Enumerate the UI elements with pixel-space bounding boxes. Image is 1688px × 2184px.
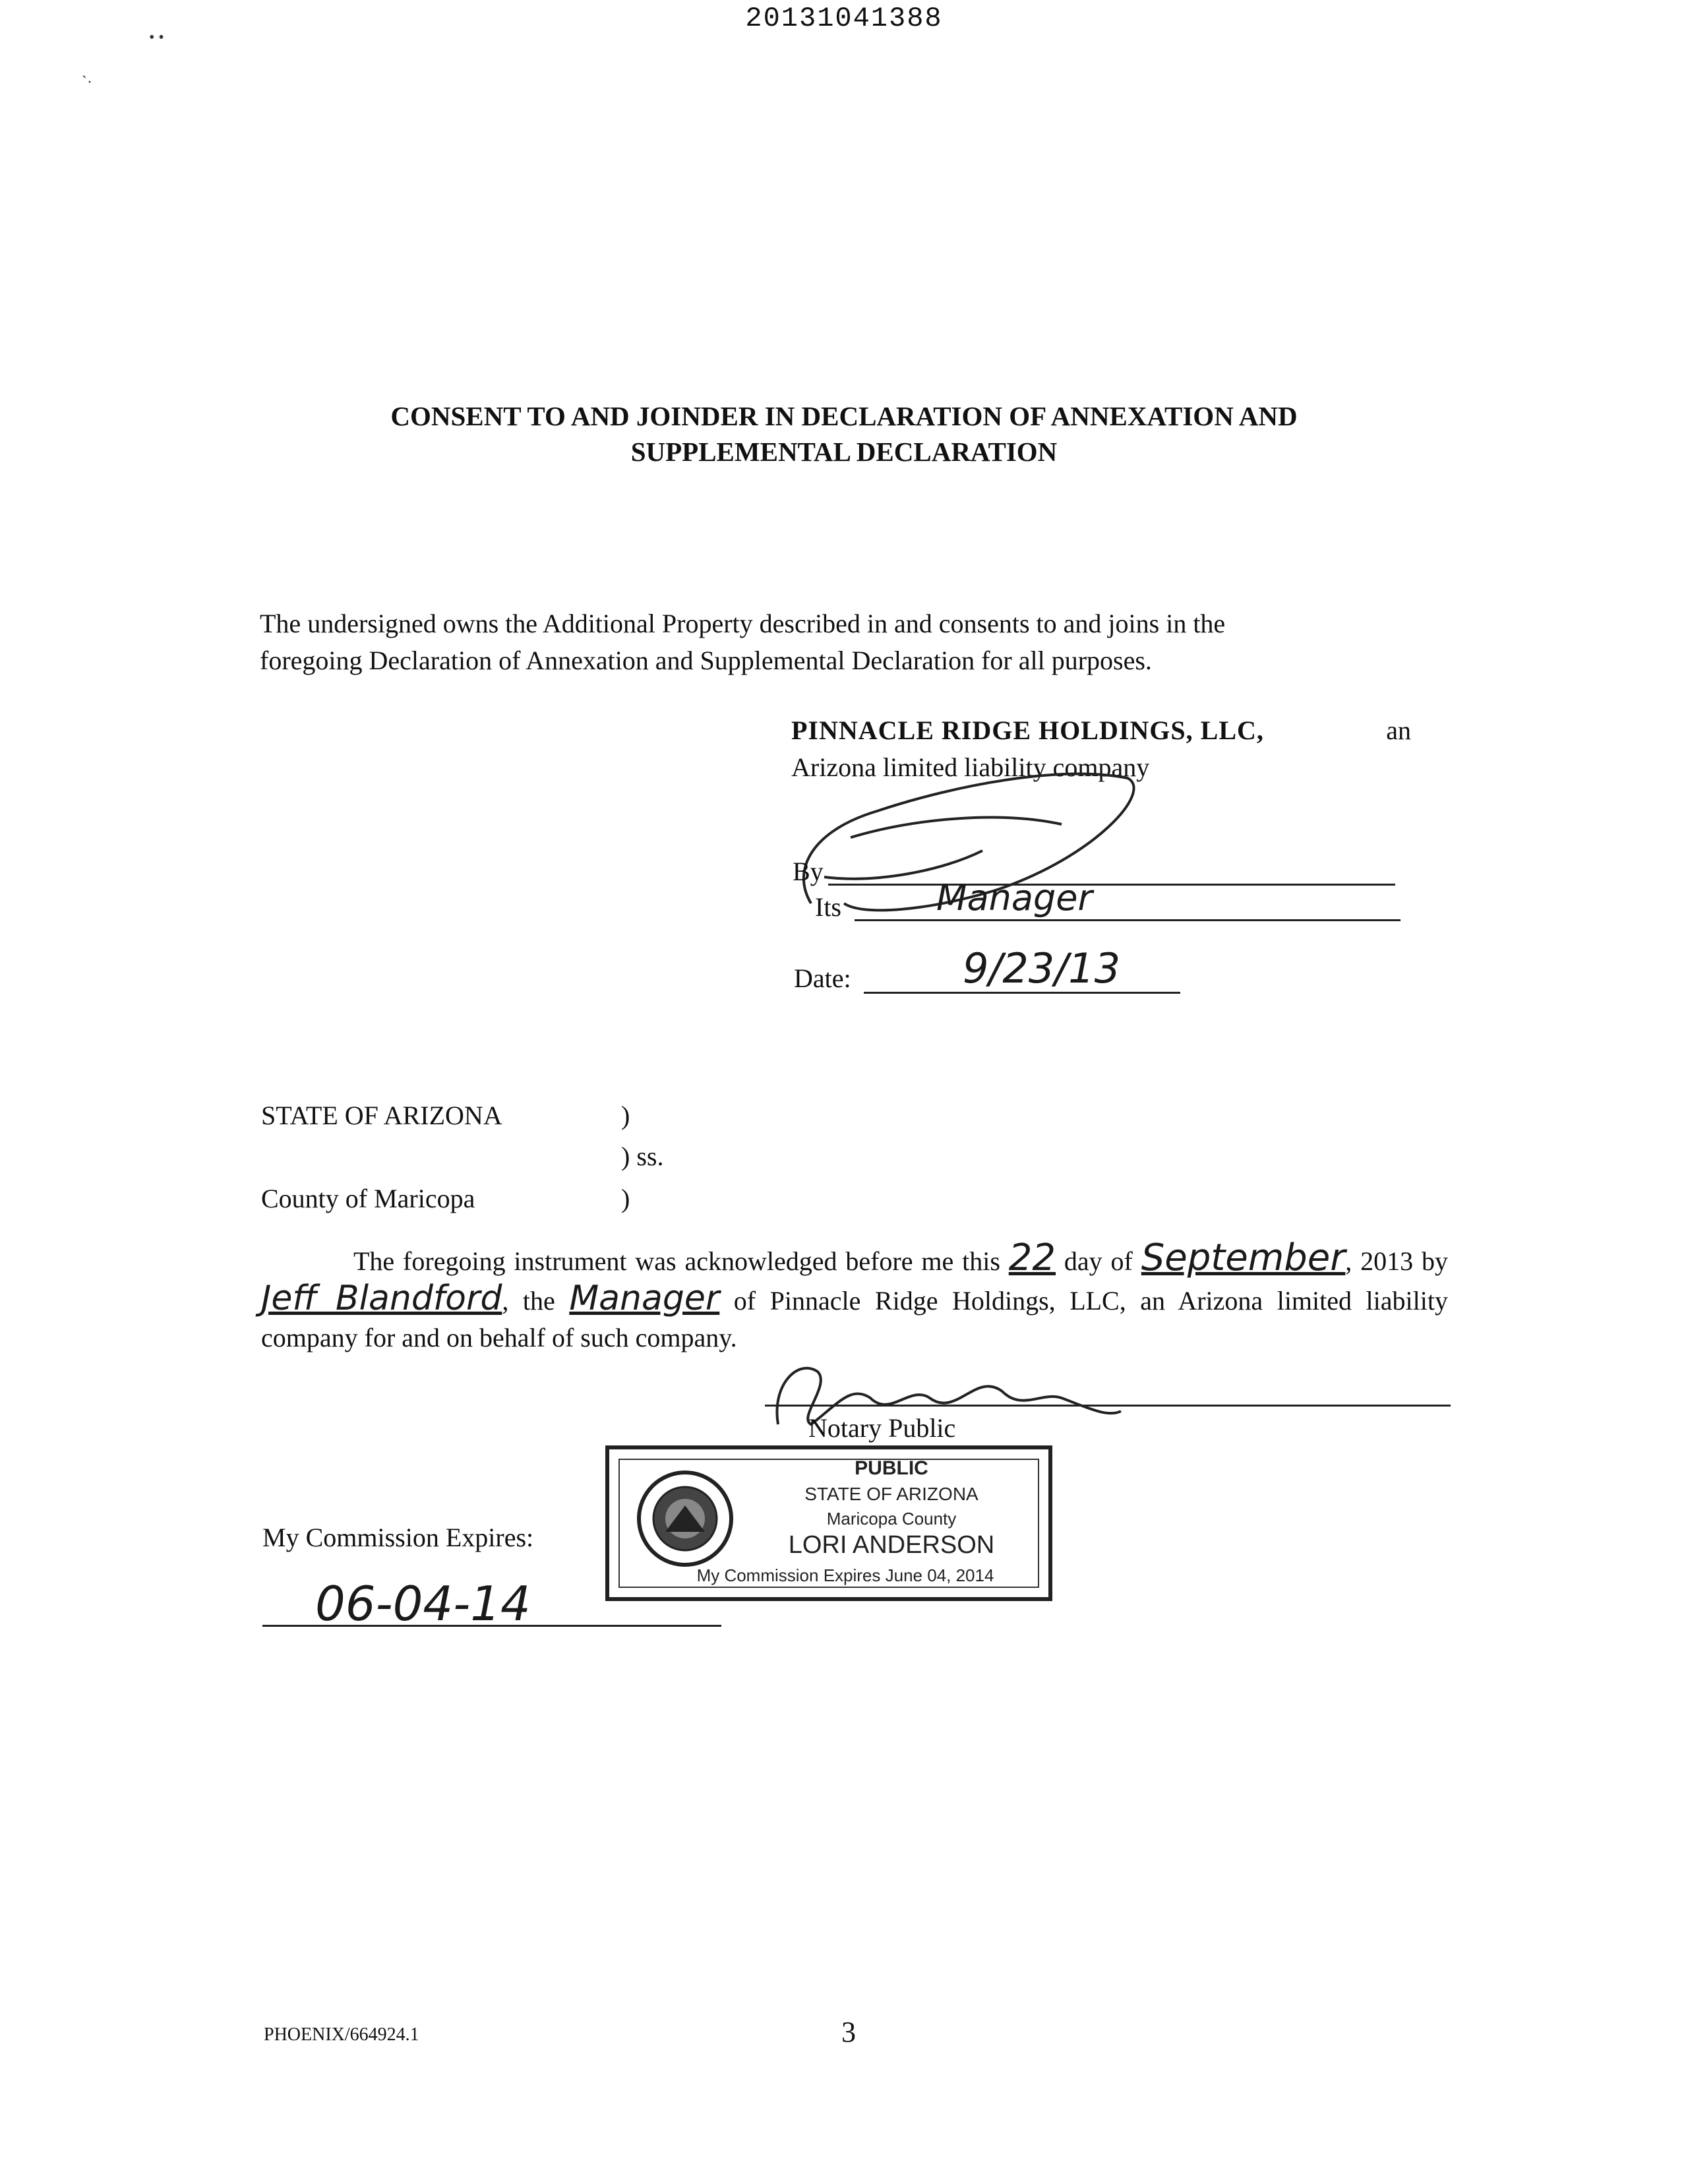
ack-text-2: day of: [1064, 1246, 1133, 1276]
stamp-line-3: Maricopa County: [826, 1509, 957, 1529]
by-line: [828, 884, 1395, 886]
scan-speck: • •: [149, 29, 164, 46]
notary-label: Notary Public: [808, 1413, 956, 1443]
venue-paren: ): [621, 1101, 630, 1130]
state-seal-icon: [636, 1469, 735, 1568]
consent-paragraph: [260, 605, 1447, 679]
document-id: PHOENIX/664924.1: [264, 2024, 419, 2045]
commission-value: 06-04-14: [315, 1576, 531, 1631]
venue-state: STATE OF ARIZONA: [261, 1101, 502, 1130]
date-value: 9/23/13: [963, 944, 1121, 992]
notary-line: [765, 1405, 1451, 1407]
date-label: Date:: [794, 963, 851, 993]
stamp-line-1: PUBLIC: [855, 1457, 928, 1479]
stamp-line-5: My Commission Expires June 04, 2014: [696, 1565, 994, 1585]
scan-speck: `·: [82, 74, 92, 91]
by-label: By: [793, 857, 824, 886]
ack-text-4: , the: [502, 1286, 555, 1316]
ack-text-1: The foregoing instrument was acknowledged before me this: [353, 1246, 1000, 1276]
consent-line-2: foregoing Declaration of Annexation and Supplemental Declaration for all purposes.: [260, 646, 1152, 675]
title-line-2: SUPPLEMENTAL DECLARATION: [630, 437, 1058, 467]
stamp-line-2: STATE OF ARIZONA: [804, 1484, 979, 1504]
its-line: [855, 919, 1401, 921]
ack-role: Manager: [569, 1279, 720, 1318]
recording-number: 20131041388: [745, 3, 943, 34]
commission-label: My Commission Expires:: [262, 1523, 534, 1552]
document-title: [198, 398, 1490, 470]
ack-text-3: , 2013 by: [1345, 1246, 1449, 1276]
venue-paren: ): [621, 1184, 630, 1213]
acknowledgment-paragraph: [261, 1236, 1449, 1356]
ack-day: 22: [1008, 1236, 1056, 1279]
page-number: 3: [841, 2016, 856, 2048]
venue-county: County of Maricopa: [261, 1184, 475, 1213]
company-type: Arizona limited liability company: [791, 752, 1150, 782]
venue-ss: ) ss.: [621, 1141, 664, 1171]
company-name: PINNACLE RIDGE HOLDINGS, LLC,: [791, 715, 1264, 745]
consent-line-1: The undersigned owns the Additional Property described in and consents to and joins in the: [260, 609, 1226, 638]
title-line-1: CONSENT TO AND JOINDER IN DECLARATION OF ANNEXATION AND: [390, 401, 1298, 431]
ack-text-5: of Pinnacle Ridge Holdings, LLC, an Arizona limited liability company for and on behalf of such company.: [261, 1286, 1448, 1352]
its-label: Its: [815, 892, 841, 922]
commission-line: [262, 1625, 721, 1627]
ack-signer: Jeff Blandford: [261, 1279, 502, 1318]
notary-stamp: [605, 1445, 1052, 1601]
stamp-line-4: LORI ANDERSON: [788, 1531, 995, 1559]
its-value: Manager: [936, 877, 1093, 919]
ack-month: September: [1141, 1236, 1346, 1279]
company-suffix: an: [1386, 715, 1411, 745]
